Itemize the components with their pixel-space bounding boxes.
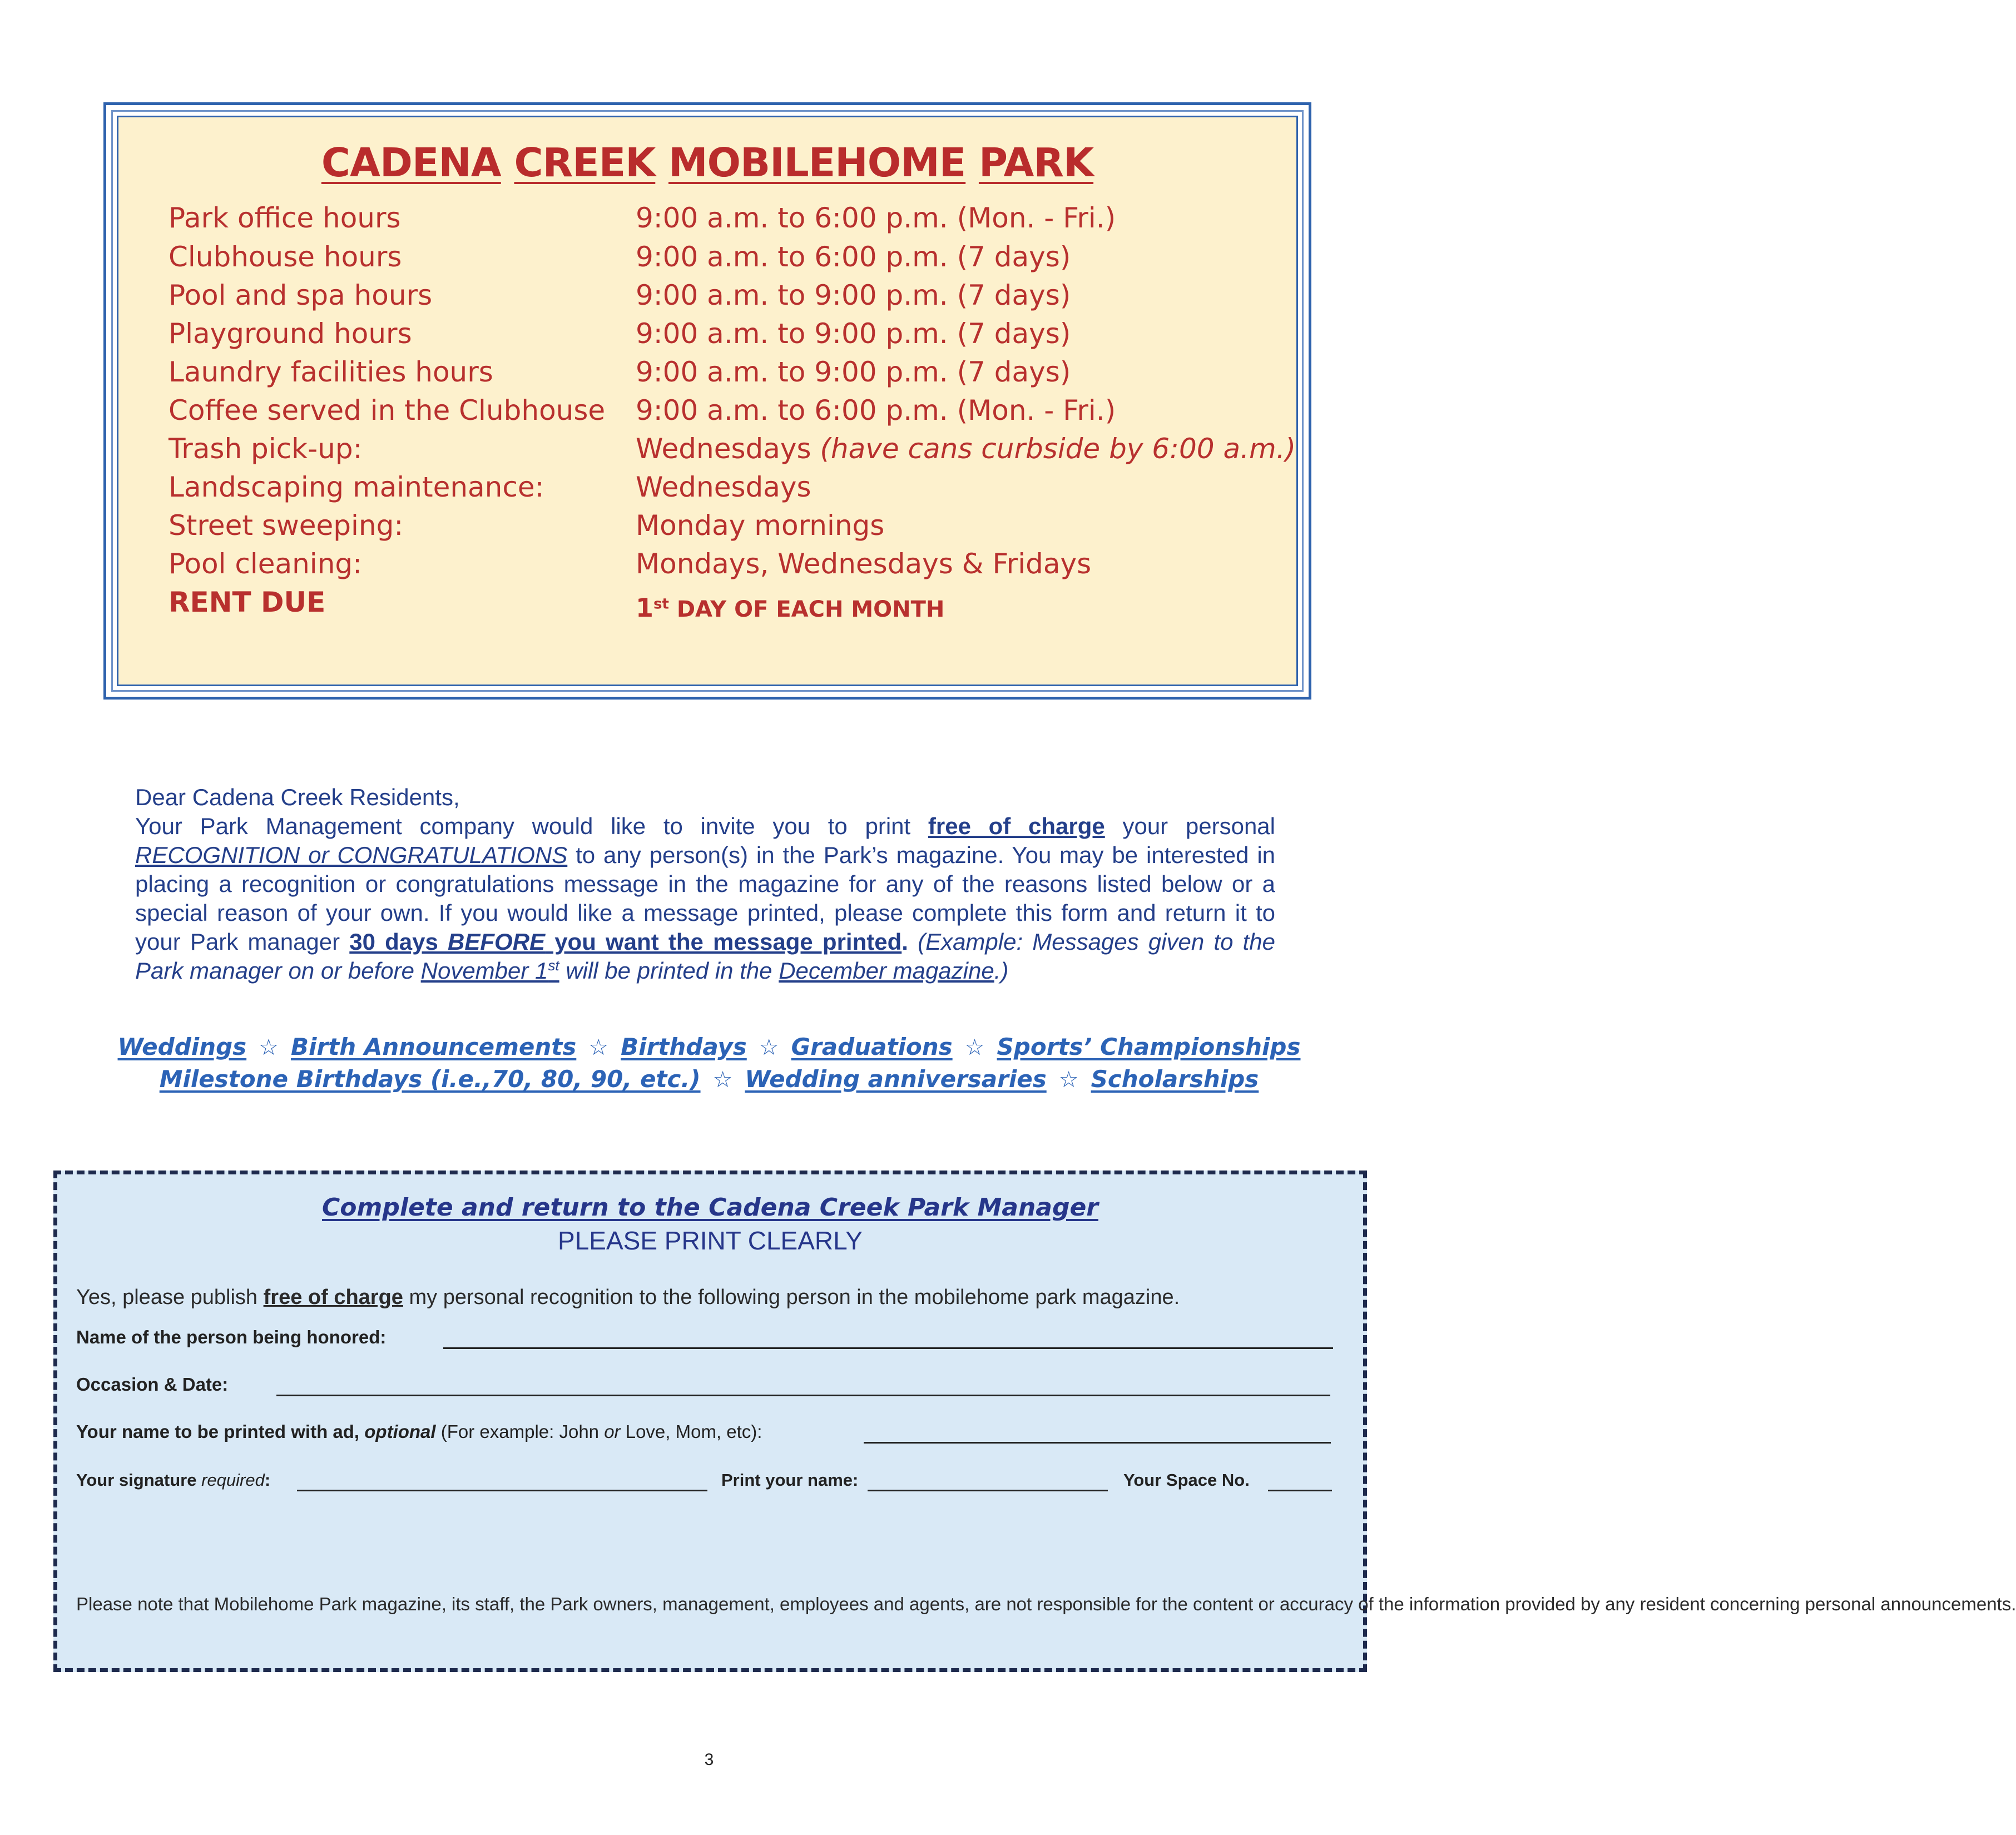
signature-label bbox=[76, 1470, 270, 1490]
signature-required: required bbox=[201, 1470, 265, 1490]
recognition-form bbox=[53, 1171, 2016, 1672]
star-icon: ☆ bbox=[712, 1067, 733, 1093]
letter-period: . bbox=[901, 929, 908, 955]
schedule-value bbox=[636, 433, 1296, 465]
schedule-row-coffee bbox=[118, 394, 1296, 433]
park-title-word: PARK bbox=[978, 140, 1094, 186]
signature-input-line[interactable] bbox=[297, 1490, 707, 1491]
letter-deadline-a: 30 days bbox=[349, 929, 448, 955]
occasion-date-input-line[interactable] bbox=[276, 1395, 1330, 1396]
letter-example-c: .) bbox=[994, 958, 1009, 984]
star-icon: ☆ bbox=[964, 1035, 985, 1060]
star-icon: ☆ bbox=[759, 1035, 779, 1060]
schedule-value: 9:00 a.m. to 9:00 p.m. (7 days) bbox=[636, 279, 1071, 311]
form-intro-a: Yes, please publish bbox=[76, 1286, 264, 1309]
schedule-value: Monday mornings bbox=[636, 509, 885, 542]
occasion-date-field bbox=[76, 1372, 1355, 1400]
park-info-inner-frame bbox=[111, 110, 1304, 692]
occasion-item: Graduations bbox=[791, 1033, 953, 1060]
honoree-name-input-line[interactable] bbox=[443, 1347, 1333, 1349]
occasions-row-2 bbox=[111, 1065, 1307, 1093]
rent-due-day: 1 bbox=[636, 593, 654, 623]
schedule-label: Street sweeping: bbox=[169, 509, 404, 542]
space-number-input-line[interactable] bbox=[1268, 1490, 1332, 1491]
park-info-box bbox=[103, 102, 1311, 700]
letter-text: your personal bbox=[1104, 813, 1275, 839]
rent-due-value bbox=[636, 593, 944, 623]
schedule-label: Pool and spa hours bbox=[169, 279, 433, 311]
letter-deadline-before: BEFORE bbox=[448, 929, 546, 955]
schedule-label: Clubhouse hours bbox=[169, 241, 402, 273]
park-info-panel bbox=[117, 116, 1298, 686]
occasion-item: Scholarships bbox=[1091, 1065, 1259, 1093]
print-name-input-line[interactable] bbox=[868, 1490, 1108, 1491]
letter-deadline-c: you want the message printed bbox=[545, 929, 902, 955]
park-title-word: CADENA bbox=[321, 140, 501, 186]
schedule-value: Wednesdays bbox=[636, 471, 811, 503]
signature-row bbox=[76, 1467, 1355, 1495]
schedule-value-main: Wednesdays bbox=[636, 433, 820, 465]
star-icon: ☆ bbox=[1058, 1067, 1079, 1093]
schedule-label: Playground hours bbox=[169, 318, 412, 350]
schedule-row-trash bbox=[118, 433, 1296, 472]
schedule-label: Laundry facilities hours bbox=[169, 356, 493, 388]
schedule-row-street-sweeping bbox=[118, 509, 1296, 548]
signature-colon: : bbox=[264, 1470, 271, 1490]
schedule-value: 9:00 a.m. to 6:00 p.m. (7 days) bbox=[636, 241, 1071, 273]
your-name-label-text: Your name to be printed with ad, bbox=[76, 1421, 365, 1442]
letter-example-sup: st bbox=[548, 957, 559, 974]
letter-example-a: (Example: Messages given to the Park manager on or before bbox=[135, 929, 1275, 984]
occasion-item: Birthdays bbox=[621, 1033, 747, 1060]
letter-free-of-charge: free of charge bbox=[928, 813, 1105, 839]
signature-label-text: Your signature bbox=[76, 1470, 202, 1490]
print-name-label: Print your name: bbox=[721, 1470, 859, 1490]
schedule-row-pool-cleaning bbox=[118, 548, 1296, 587]
schedule-row-laundry bbox=[118, 356, 1296, 395]
occasion-item: Milestone Birthdays (i.e.,70, 80, 90, etc.) bbox=[159, 1065, 701, 1093]
space-number-label: Your Space No. bbox=[1123, 1470, 1250, 1490]
your-name-field bbox=[76, 1419, 1355, 1447]
star-icon: ☆ bbox=[259, 1035, 279, 1060]
schedule-row-pool-spa bbox=[118, 279, 1296, 318]
letter-example-magazine: December magazine bbox=[779, 958, 994, 984]
occasion-item: Weddings bbox=[117, 1033, 247, 1060]
schedule-label: Landscaping maintenance: bbox=[169, 471, 544, 503]
form-disclaimer: Please note that Mobilehome Park magazine, its staff, the Park owners, management, employees and agents, are not responsible for the content or accuracy of the information provided by any resident concerning personal announcements. bbox=[76, 1594, 2016, 1614]
letter-recognition: RECOGNITION or CONGRATULATIONS bbox=[135, 842, 568, 868]
honoree-name-label: Name of the person being honored: bbox=[76, 1327, 387, 1347]
letter-deadline bbox=[349, 929, 901, 955]
page-number: 3 bbox=[704, 1750, 714, 1769]
letter-example-date-text: November 1 bbox=[420, 958, 548, 984]
schedule-row-playground bbox=[118, 318, 1296, 356]
rent-due-suffix: st bbox=[653, 596, 669, 613]
schedule-label: Trash pick-up: bbox=[169, 433, 363, 465]
rent-due-rest: DAY OF EACH MONTH bbox=[668, 597, 945, 622]
your-name-example-or: or bbox=[604, 1421, 621, 1442]
schedule-value: 9:00 a.m. to 9:00 p.m. (7 days) bbox=[636, 356, 1071, 388]
occasion-item: Wedding anniversaries bbox=[745, 1065, 1047, 1093]
star-icon: ☆ bbox=[588, 1035, 609, 1060]
occasion-item: Sports’ Championships bbox=[997, 1033, 1301, 1060]
park-title-word: MOBILEHOME bbox=[668, 140, 966, 186]
resident-letter bbox=[135, 783, 1275, 985]
schedule-value: 9:00 a.m. to 6:00 p.m. (Mon. - Fri.) bbox=[636, 394, 1116, 426]
letter-text: Your Park Management company would like to invite you to print bbox=[135, 813, 928, 839]
form-intro bbox=[76, 1286, 1180, 1310]
schedule-label: Park office hours bbox=[169, 202, 401, 234]
rent-due-label: RENT DUE bbox=[169, 586, 326, 618]
your-name-example-a: (For example: John bbox=[435, 1421, 605, 1442]
schedule-value: 9:00 a.m. to 9:00 p.m. (7 days) bbox=[636, 318, 1071, 350]
park-title bbox=[118, 140, 1296, 186]
honoree-name-field bbox=[76, 1325, 1355, 1352]
letter-body bbox=[135, 812, 1275, 985]
your-name-label bbox=[76, 1421, 762, 1442]
form-intro-free: free of charge bbox=[263, 1286, 403, 1309]
park-title-word: CREEK bbox=[514, 140, 656, 186]
schedule-label: Coffee served in the Clubhouse bbox=[169, 394, 606, 426]
schedule-row-clubhouse bbox=[118, 241, 1296, 280]
your-name-input-line[interactable] bbox=[864, 1442, 1331, 1444]
occasion-item: Birth Announcements bbox=[291, 1033, 577, 1060]
schedule-value-note: (have cans curbside by 6:00 a.m.) bbox=[820, 433, 1296, 465]
schedule-row-rent-due bbox=[118, 586, 1296, 625]
form-intro-b: my personal recognition to the following person in the mobilehome park magazine. bbox=[403, 1286, 1180, 1309]
letter-example-b: will be printed in the bbox=[559, 958, 779, 984]
schedule-row-park-office bbox=[118, 202, 1296, 241]
occasion-date-label: Occasion & Date: bbox=[76, 1374, 229, 1395]
schedule-value: Mondays, Wednesdays & Fridays bbox=[636, 548, 1092, 580]
letter-example-date bbox=[421, 958, 559, 984]
your-name-optional: optional bbox=[364, 1421, 436, 1442]
schedule-row-landscaping bbox=[118, 471, 1296, 510]
letter-text: to any person(s) in the Park’s magazine. You may be interested in placing a recognition or congratulations message in the magazine for any of the reasons listed below or a special reason of your own. If you would like a message printed, please complete this form and return it to your Park manager bbox=[135, 842, 1276, 955]
your-name-example-b: Love, Mom, etc): bbox=[620, 1421, 762, 1442]
form-subheading: PLEASE PRINT CLEARLY bbox=[558, 1226, 863, 1255]
schedule-label: Pool cleaning: bbox=[169, 548, 362, 580]
schedule-value: 9:00 a.m. to 6:00 p.m. (Mon. - Fri.) bbox=[636, 202, 1116, 234]
occasions-row-1 bbox=[111, 1033, 1307, 1060]
form-heading: Complete and return to the Cadena Creek Park Manager bbox=[322, 1193, 1098, 1222]
letter-greeting: Dear Cadena Creek Residents, bbox=[135, 784, 460, 810]
